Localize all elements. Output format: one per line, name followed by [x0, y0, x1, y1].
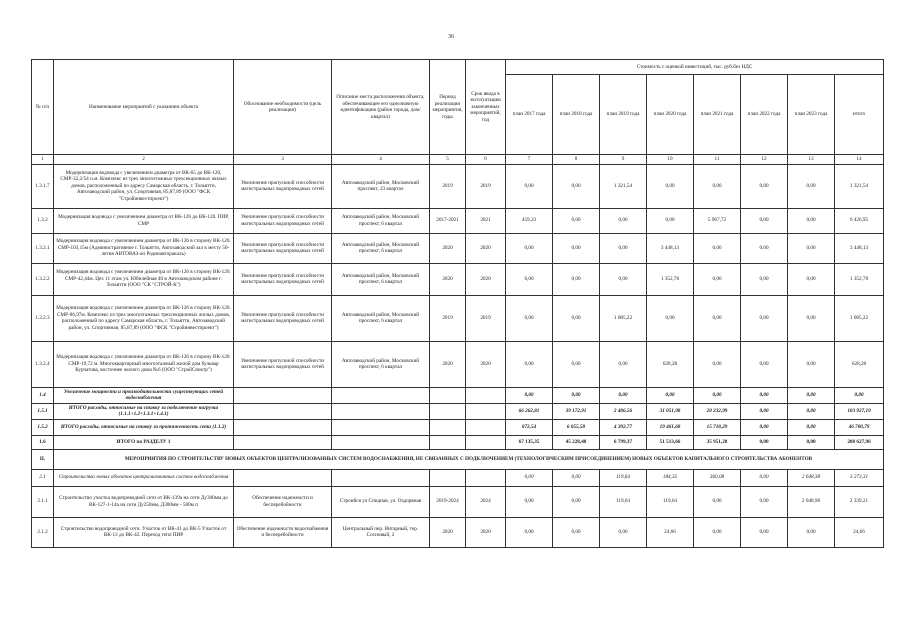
header-cost-title: Стоимость с оценкой инвестиций, тыс. руб.без НДС — [506, 60, 884, 75]
row-period: 2017-2021 — [430, 208, 466, 233]
row-need: Увеличение пропускной способности магистральных водопроводных сетей — [234, 208, 332, 233]
row-value: 0,00 — [788, 164, 835, 208]
row-need: Увеличение пропускной способности магистральных водопроводных сетей — [234, 233, 332, 263]
section-row — [32, 449, 884, 469]
row-total: 628,28 — [835, 341, 884, 387]
row-total: 1 321,54 — [835, 164, 884, 208]
row-name: Модернизация водовода с увеличением диаметра от ВК-126 до ВК-120. ПИР, СМР — [54, 208, 234, 233]
row-value: 51 513,66 — [647, 435, 694, 449]
row-need: Обеспечение надежности водоснабжения и бесперебойности — [234, 517, 332, 547]
table-row — [32, 263, 884, 295]
row-period: 2019 — [430, 164, 466, 208]
row-total: 46 700,79 — [835, 419, 884, 435]
header-name: Наименование мероприятий с указанием объекта — [54, 60, 234, 155]
row-total: 2 339,21 — [835, 486, 884, 517]
column-number: 3 — [234, 155, 332, 165]
row-place: Автозаводский район, Московский проспект, 6 квартал — [332, 263, 430, 295]
row-name: Модернизация водовода с увеличением диаметра от ВК-65 до ВК-120, СМР-32,2/54 п.м. Комплекс из трех многоэтажных трехсекционных жилых домов, расположенный по адресу Самарская область, г. Тольятти, Автозаводский район, ул. Спортивная, 85,87,89 (ООО "ФСК "Стройинвестпроект") — [54, 164, 234, 208]
row-value: 0,00 — [788, 403, 835, 419]
row-value: 0,00 — [647, 387, 694, 403]
row-value: 0,00 — [647, 164, 694, 208]
row-name: ИТОГО расходы, относимые на ставку за подключение нагрузки (1.1.1+1.2+1.3.1+1.4.1) — [54, 403, 234, 419]
header-year: план 2018 года — [553, 75, 600, 155]
row-name: Строительство участка водопроводной сети от ВК-139а на сети Ду300мм до ВК-127-1-14а на сети Ду250мм, Д300мм - 580м п — [54, 486, 234, 517]
row-period: 2019 — [430, 295, 466, 341]
row-value: 0,00 — [600, 387, 647, 403]
row-value: 0,00 — [694, 517, 741, 547]
row-value: 0,00 — [600, 341, 647, 387]
row-value: 0,00 — [600, 263, 647, 295]
header-year: план 2019 года — [600, 75, 647, 155]
row-need: Обеспечение надежности и бесперебойности — [234, 486, 332, 517]
row-name: Модернизация водовода с увеличением диаметра от ВК-126 в сторону ВК-120. СМР-42,44м. Цех 11 этаж ул. Юбилейная 40 в Автозаводском районе г. Тольятти (ООО "СК "СТРОЙ-К") — [54, 263, 234, 295]
section-title: МЕРОПРИЯТИЯ ПО СТРОИТЕЛЬСТВУ НОВЫХ ОБЪЕКТОВ ЦЕНТРАЛИЗОВАННЫХ СИСТЕМ ВОДОСНАБЖЕНИЯ, НЕ СВЯЗАННЫХ С ПОДКЛЮЧЕНИЕМ (ТЕХНОЛОГИЧЕСКИМ ПРИСОЕДИНЕНИЕМ) НОВЫХ ОБЪЕКТОВ КАПИТАЛЬНОГО СТРОИТЕЛЬСТВА АБОНЕНТОВ — [54, 449, 884, 469]
row-period: 2020 — [430, 341, 466, 387]
row-total: 1 352,78 — [835, 263, 884, 295]
row-place: Автозаводский район, Московский проспект, 23 квартал — [332, 164, 430, 208]
header-num: № п/п — [32, 60, 54, 155]
row-term: 2020 — [466, 263, 506, 295]
row-value: 19 461,68 — [647, 419, 694, 435]
header-need: Обоснование необходимости (цель реализации) — [234, 60, 332, 155]
row-value: 0,00 — [694, 263, 741, 295]
row-place: Автозаводский район, Московский проспект, 6 квартал — [332, 208, 430, 233]
column-number: 12 — [741, 155, 788, 165]
row-value: 3 448,13 — [647, 233, 694, 263]
row-total: 6 426,95 — [835, 208, 884, 233]
row-value: 0,00 — [741, 486, 788, 517]
row-value: 0,00 — [600, 517, 647, 547]
row-name: ИТОГО расходы, относимые на ставку за протяженность сети (1.1.2) — [54, 419, 234, 435]
row-value: 0,00 — [741, 164, 788, 208]
row-term: 2021 — [466, 208, 506, 233]
row-value: 0,00 — [741, 403, 788, 419]
row-value: 0,00 — [506, 486, 553, 517]
column-number: 5 — [430, 155, 466, 165]
column-number: 13 — [788, 155, 835, 165]
column-number: 6 — [466, 155, 506, 165]
row-term: 2024 — [466, 486, 506, 517]
table-row — [32, 517, 884, 547]
row-value: 15 718,29 — [694, 419, 741, 435]
row-num: 1.3.2.2 — [32, 263, 54, 295]
row-place: Центральный пер. Янтарный, тер. Сосновый, 2 — [332, 517, 430, 547]
row-value: 0,00 — [741, 208, 788, 233]
row-num: 2.1 — [32, 469, 54, 486]
row-num: 1.4 — [32, 387, 54, 403]
row-value: 6 799,37 — [600, 435, 647, 449]
column-number: 1 — [32, 155, 54, 165]
row-value: 0,00 — [694, 233, 741, 263]
row-value: 0,00 — [553, 517, 600, 547]
row-value: 66 262,81 — [506, 403, 553, 419]
table-row — [32, 295, 884, 341]
row-num: 1.3.2.4 — [32, 341, 54, 387]
row-value: 0,00 — [741, 517, 788, 547]
row-name: Модернизация водовода с увеличением диаметра от ВК-126 в сторону ВК-120. СМР-103,15м (Административное г. Тольятти, Автозаводский зал к месту 50-летия АВТОВАЗ-ап Родинавторакаль) — [54, 233, 234, 263]
row-value: 0,00 — [553, 295, 600, 341]
row-value: 1 321,54 — [600, 164, 647, 208]
row-num: 1.3.2.1 — [32, 233, 54, 263]
header-place: Описание места расположения объекта, обеспечивающее его однозначную идентификацию (район города, дом/квартал) — [332, 60, 430, 155]
row-num: 1.5.2 — [32, 419, 54, 435]
row-value: 0,00 — [553, 263, 600, 295]
row-value: 0,00 — [506, 341, 553, 387]
row-value: 459,23 — [506, 208, 553, 233]
row-value: 0,00 — [741, 435, 788, 449]
header-year: план 2021 года — [694, 75, 741, 155]
row-value: 67 135,35 — [506, 435, 553, 449]
row-value: 0,00 — [788, 208, 835, 233]
row-value: 0,00 — [694, 387, 741, 403]
row-value: 0,00 — [788, 233, 835, 263]
row-period — [430, 469, 466, 486]
row-value: 2 048,98 — [788, 486, 835, 517]
header-year: план 2017 года — [506, 75, 553, 155]
row-value: 360,08 — [694, 469, 741, 486]
row-value: 0,00 — [553, 486, 600, 517]
row-value: 35 951,28 — [694, 435, 741, 449]
table-row — [32, 469, 884, 486]
row-total: 0,00 — [835, 387, 884, 403]
row-place: Автозаводский район, Московский проспект, 6 квартал — [332, 295, 430, 341]
header-year: итого — [835, 75, 884, 155]
row-num: 2.1.1 — [32, 486, 54, 517]
row-value: 0,00 — [694, 295, 741, 341]
row-value: 0,00 — [553, 208, 600, 233]
row-value: 0,00 — [788, 517, 835, 547]
row-total: 103 927,19 — [835, 403, 884, 419]
row-name: Строительство водопроводной сети. Участок от ВК-41 до ВК-5 Участок от ВК-13 до ВК-42. Переход тепл ПИР — [54, 517, 234, 547]
subtotal-row — [32, 419, 884, 435]
row-name: Строительство новых объектов централизованных систем водоснабжения — [54, 469, 234, 486]
table-row — [32, 341, 884, 387]
row-value: 0,00 — [553, 233, 600, 263]
row-name: Модернизация водовода с увеличением диаметра от ВК-126 в сторону ВК-120. СМР-86,97м. Комплекс из трех многоэтажных трехсекционных жилых домов, расположенный по адресу Самарская область, г. Тольятти, Автозаводский район, ул. Спортивная, 85,87,89 (ООО "ФСК "Стройинвестпроект") — [54, 295, 234, 341]
row-value: 45 228,48 — [553, 435, 600, 449]
row-value: 0,00 — [647, 295, 694, 341]
row-term: 2019 — [466, 295, 506, 341]
row-value: 0,00 — [741, 295, 788, 341]
row-place — [332, 469, 430, 486]
row-value: 5 967,72 — [694, 208, 741, 233]
section-num: II. — [32, 449, 54, 469]
subtotal-row — [32, 403, 884, 419]
row-value: 0,00 — [741, 469, 788, 486]
row-value: 0,00 — [506, 387, 553, 403]
table-row — [32, 233, 884, 263]
subtotal-row — [32, 387, 884, 403]
header-year: план 2022 года — [741, 75, 788, 155]
row-value: 0,00 — [694, 164, 741, 208]
header-year: план 2020 года — [647, 75, 694, 155]
investment-table — [31, 59, 884, 548]
row-num: 1.6 — [32, 435, 54, 449]
row-name: ИТОГО по РАЗДЕЛУ 1 — [54, 435, 234, 449]
column-number: 11 — [694, 155, 741, 165]
row-value: 0,00 — [694, 341, 741, 387]
row-value: 0,00 — [506, 263, 553, 295]
header-term: Срок ввода в эксплуатацию законченных мероприятий, год — [466, 60, 506, 155]
column-number: 4 — [332, 155, 430, 165]
row-value: 2 648,38 — [788, 469, 835, 486]
row-value: 0,00 — [788, 419, 835, 435]
row-need: Увеличение пропускной способности магистральных водопроводных сетей — [234, 263, 332, 295]
row-value: 0,00 — [600, 208, 647, 233]
column-number: 9 — [600, 155, 647, 165]
row-value: 119,64 — [600, 486, 647, 517]
row-value: 0,00 — [741, 233, 788, 263]
row-period: 2020 — [430, 233, 466, 263]
row-need: Увеличение пропускной способности магистральных водопроводных сетей — [234, 341, 332, 387]
row-name: Увеличение мощности и производительности существующих сетей водоснабжения — [54, 387, 234, 403]
row-value: 0,00 — [788, 387, 835, 403]
row-value: 0,00 — [553, 387, 600, 403]
row-num: 1.5.1 — [32, 403, 54, 419]
row-value: 20 232,99 — [694, 403, 741, 419]
row-num: 2.1.2 — [32, 517, 54, 547]
row-value: 2 406,56 — [600, 403, 647, 419]
header-year: план 2023 года — [788, 75, 835, 155]
row-value: 0,00 — [694, 486, 741, 517]
column-number: 14 — [835, 155, 884, 165]
row-value: 0,00 — [741, 387, 788, 403]
row-value: 6 055,58 — [553, 419, 600, 435]
row-value: 0,00 — [788, 295, 835, 341]
row-value: 0,00 — [647, 208, 694, 233]
column-number: 8 — [553, 155, 600, 165]
row-value: 0,00 — [741, 263, 788, 295]
subtotal-row — [32, 435, 884, 449]
row-value: 0,00 — [788, 263, 835, 295]
row-term: 2020 — [466, 233, 506, 263]
table-row — [32, 486, 884, 517]
row-term — [466, 469, 506, 486]
row-term: 2020 — [466, 341, 506, 387]
row-value: 628,28 — [647, 341, 694, 387]
row-value: 24,66 — [647, 517, 694, 547]
page-number: 36 — [448, 34, 454, 40]
row-period: 2020 — [430, 517, 466, 547]
row-value: 0,00 — [788, 435, 835, 449]
row-period: 2020 — [430, 263, 466, 295]
row-place: Автозаводский район, Московский проспект, 6 квартал — [332, 341, 430, 387]
row-value: 0,00 — [553, 341, 600, 387]
row-value: 0,00 — [506, 233, 553, 263]
row-value: 0,00 — [553, 469, 600, 486]
row-value: 0,00 — [553, 164, 600, 208]
row-value: 119,64 — [600, 469, 647, 486]
row-value: 39 172,91 — [553, 403, 600, 419]
row-need — [234, 469, 332, 486]
row-need: Увеличение пропускной способности магистральных водопроводных сетей — [234, 164, 332, 208]
row-value: 1 352,78 — [647, 263, 694, 295]
row-place: Автозаводский район, Московский проспект, 6 квартал — [332, 233, 430, 263]
row-name: Модернизация водовода с увеличением диаметра от ВК-126 в сторону ВК-120. СМР-19,72 м. Многоквартирный многоэтажный жилой дом бульвар Курчатова, восточнее жилого дома №6 (ООО "СтройСпектр") — [54, 341, 234, 387]
row-value: 0,00 — [506, 164, 553, 208]
row-term: 2019 — [466, 164, 506, 208]
row-num: 1.3.2.3 — [32, 295, 54, 341]
row-total: 3 273,31 — [835, 469, 884, 486]
row-total: 24,66 — [835, 517, 884, 547]
row-period: 2019-2024 — [430, 486, 466, 517]
table-row — [32, 208, 884, 233]
table-row — [32, 164, 884, 208]
row-value: 119,64 — [647, 486, 694, 517]
row-total: 1 085,22 — [835, 295, 884, 341]
row-num: 1.3.1.7 — [32, 164, 54, 208]
header-period: Период реализации мероприятия, годы — [430, 60, 466, 155]
row-value: 184,35 — [647, 469, 694, 486]
row-total: 208 627,96 — [835, 435, 884, 449]
row-value: 0,00 — [506, 295, 553, 341]
row-num: 1.3.2 — [32, 208, 54, 233]
row-term: 2020 — [466, 517, 506, 547]
row-value: 872,54 — [506, 419, 553, 435]
row-value: 0,00 — [741, 341, 788, 387]
row-value: 4 392,77 — [600, 419, 647, 435]
row-value: 0,00 — [600, 233, 647, 263]
row-value: 0,00 — [741, 419, 788, 435]
column-number: 10 — [647, 155, 694, 165]
row-value: 1 085,22 — [600, 295, 647, 341]
row-value: 0,00 — [506, 469, 553, 486]
row-value: 0,00 — [788, 341, 835, 387]
row-total: 3 448,13 — [835, 233, 884, 263]
row-value: 0,00 — [506, 517, 553, 547]
column-number: 2 — [54, 155, 234, 165]
row-value: 31 051,98 — [647, 403, 694, 419]
row-place: Строийся ул Спидная, ул. Оздорвная — [332, 486, 430, 517]
row-need: Увеличение пропускной способности магистральных водопроводных сетей — [234, 295, 332, 341]
column-number: 7 — [506, 155, 553, 165]
